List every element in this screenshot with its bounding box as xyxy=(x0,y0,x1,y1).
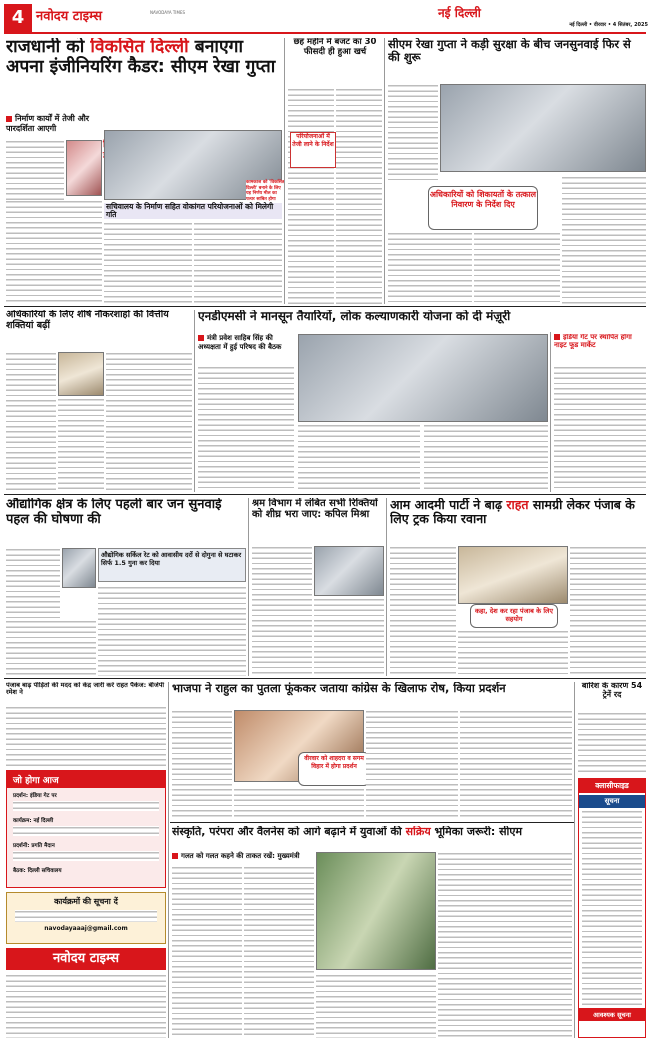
officers-body-col1 xyxy=(6,352,56,492)
aap-body-col2 xyxy=(458,630,568,676)
lead-headline-red: विकसित दिल्ली xyxy=(90,38,189,57)
lead-body-col3 xyxy=(194,222,282,304)
industry-body-col2 xyxy=(98,586,246,676)
punjab-body xyxy=(6,706,166,766)
lead-callout: कामकाज को 'विकसित दिल्ली' बनाने के लिए यह निर्णय मील का पत्थर साबित होगा xyxy=(246,180,286,210)
divider-h2 xyxy=(4,494,646,495)
hearing-body-col3 xyxy=(474,232,560,304)
footer-body xyxy=(6,974,166,1038)
subhead-bullet-icon xyxy=(6,116,12,122)
divider-v4 xyxy=(550,332,551,492)
industry-photo xyxy=(62,548,96,588)
lead-headline-part1: राजधानी को xyxy=(6,38,91,57)
culture-body-col2 xyxy=(244,866,314,1038)
industry-body-col1b xyxy=(6,620,96,676)
lead-headline-part2: बनाएगा अपना इंजीनियरिंग कैडर: सीएम रेखा गुप्ता xyxy=(6,38,276,77)
rain-headline: बारिश के कारण 54 ट्रेनें रद xyxy=(581,682,643,699)
aap-callout: कहा, देश कर रहा पंजाब के लिए सहयोग xyxy=(470,604,558,628)
classified-box xyxy=(578,778,646,1038)
ndmc-subhead: मंत्री प्रवेश साहिब सिंह की अध्यक्षता में हुई परिषद की बैठक xyxy=(198,334,282,351)
culture-body-col1 xyxy=(172,866,242,1038)
officers-photo xyxy=(58,352,104,396)
divider-v7 xyxy=(168,682,169,1038)
budget-body-col2 xyxy=(336,88,382,304)
bjp-body-col4 xyxy=(460,710,572,820)
divider-v6 xyxy=(386,498,387,676)
lead-band: सचिवालय के निर्माण सहित वोकांगत परियोजनाओं को मिलेगी गति xyxy=(104,203,282,219)
ndmc-photo xyxy=(298,334,548,422)
lead-graphic-photo xyxy=(66,140,102,196)
masthead-dateline: नई दिल्ली • वीरवार • 4 सितंबर, 2025 xyxy=(569,22,648,28)
budget-headline: छह महीने में बजट का 30 फीसदी ही हुआ खर्च xyxy=(293,38,377,57)
aap-body-col1 xyxy=(390,546,456,676)
india-gate-body xyxy=(554,366,646,492)
culture-body-col4 xyxy=(438,852,572,1038)
divider-h4 xyxy=(170,822,574,823)
lead-body-col1b xyxy=(6,200,102,304)
divider-v1 xyxy=(284,38,285,304)
hearing-body-col2 xyxy=(388,232,472,304)
bjp-body-col3 xyxy=(366,710,458,820)
industry-headline: औद्योगिक क्षेत्र के लिए पहली बार जन सुनवाई पहल की घोषणा की xyxy=(6,498,222,527)
today-item: बैठक: दिल्ली सचिवालय xyxy=(13,868,62,874)
industry-body-col1 xyxy=(6,548,60,618)
culture-body-col3 xyxy=(316,974,436,1038)
page-number: 4 xyxy=(4,4,32,32)
hearing-callout: अधिकारियों को शिकायतों के तत्काल निवारण के निर्देश दिए xyxy=(428,186,538,230)
labour-body-col2 xyxy=(314,598,384,676)
aap-headline: आम आदमी पार्टी ने बाढ़ राहत सामग्री लेकर पंजाब के लिए ट्रक किया रवाना xyxy=(390,498,635,526)
bjp-headline: भाजपा ने राहुल का पुतला फूंककर जताया कांग्रेस के खिलाफ रोष, किया प्रदर्शन xyxy=(172,682,506,695)
industry-box: औद्योगिक सर्किल रेट को आवासीय दरों से दोगुना से घटाकर सिर्फ 1.5 गुना कर दिया xyxy=(98,548,246,582)
divider-v5 xyxy=(248,498,249,676)
labour-body-col1 xyxy=(252,546,312,676)
hearing-headline: सीएम रेखा गुप्ता ने कड़ी सुरक्षा के बीच जनसुनवाई फिर से की शुरू xyxy=(388,38,631,64)
culture-subhead: गलत को गलत कहने की ताकत रखें: मुख्यमंत्री xyxy=(172,852,312,864)
lead-headline xyxy=(6,38,281,118)
ndmc-body-col2 xyxy=(298,424,420,492)
culture-headline: संस्कृति, परंपरा और वैलनेस को आगे बढ़ाने में युवाओं की सक्रिय भूमिका जरूरी: सीएम xyxy=(172,826,523,838)
classified-subtitle: सूचना xyxy=(579,795,645,808)
punjab-headline: पंजाब बाढ़ पीड़ितों की मदद को केंद्र जारी करे राहत पैकेज: बीजेपी रमेश ने xyxy=(6,682,165,697)
bjp-body-col1 xyxy=(172,710,232,820)
bjp-callout: वीरवार को शाहदरा व सगम विहार में होगा प्रदर्शन xyxy=(298,752,370,786)
classified-title: क्लासीफाइड xyxy=(579,779,645,793)
india-gate-headline: इंडिया गेट पर स्थापित होगा नाइट फूड मार्केट xyxy=(554,334,632,349)
bjp-body-col2 xyxy=(234,788,364,820)
program-notice-email[interactable]: navodayaaaj@gmail.com xyxy=(44,925,128,932)
hearing-body-col4 xyxy=(562,176,646,304)
officers-body-col1b xyxy=(58,398,104,492)
lead-subhead: निर्माण कार्यों में तेजी और पारदर्शिता आएगी xyxy=(6,114,90,133)
budget-body-col1 xyxy=(288,88,334,304)
divider-v8 xyxy=(574,682,575,1038)
india-gate-bullet-icon xyxy=(554,334,560,340)
program-notice-title: कार्यक्रमों की सूचना दें xyxy=(54,897,118,906)
rain-body xyxy=(578,712,646,774)
officers-headline: अधिकारियों के लिए शीर्ष नौकरशाहों की वित्तीय शक्तियां बढ़ीं xyxy=(6,310,169,331)
classified-footer: आवश्यक सूचना xyxy=(579,1008,645,1021)
masthead-small-logo: NAVODAYA TIMES xyxy=(150,10,186,15)
divider-h3 xyxy=(4,678,646,679)
aap-body-col3 xyxy=(570,546,646,676)
divider-h1 xyxy=(4,306,646,307)
hearing-photo xyxy=(440,84,646,172)
aap-photo xyxy=(458,546,568,604)
labour-headline: श्रम विभाग में लंबित सभी रिक्तियों को शीघ्र भरा जाए: कपिल मिश्रा xyxy=(252,498,378,521)
ndmc-bullet-icon xyxy=(198,335,204,341)
program-notice xyxy=(6,892,166,944)
lead-body-col1 xyxy=(6,140,64,200)
today-item: कार्यक्रम: नई दिल्ली xyxy=(13,818,54,824)
masthead-logo: नवोदय टाइम्स xyxy=(36,9,103,24)
culture-photo xyxy=(316,852,436,970)
ndmc-body-col1 xyxy=(198,366,294,492)
hearing-body-col1 xyxy=(388,84,438,184)
today-box xyxy=(6,770,166,888)
divider-v2 xyxy=(384,38,385,304)
culture-bullet-icon xyxy=(172,853,178,859)
today-item: प्रदर्शन: इंडिया गेट पर xyxy=(13,793,57,799)
masthead-rule xyxy=(4,32,646,34)
today-title: जो होगा आज xyxy=(7,771,165,788)
labour-photo xyxy=(314,546,384,596)
lead-body-col2 xyxy=(104,222,192,304)
today-item: प्रदर्शनी: प्रगति मैदान xyxy=(13,843,55,849)
officers-body-col2 xyxy=(106,352,192,492)
budget-sidebox: परियोजनाओं में तेजी लाने के निर्देश xyxy=(290,132,336,168)
ndmc-body-col3 xyxy=(424,424,548,492)
footer-logo: नवोदय टाइम्स xyxy=(6,948,166,970)
ndmc-headline: एनडीएमसी ने मानसून तैयारियों, लोक कल्याणकारी योजना को दी मंज़ूरी xyxy=(198,310,511,323)
masthead-city: नई दिल्ली xyxy=(438,6,481,20)
divider-v3 xyxy=(194,310,195,492)
